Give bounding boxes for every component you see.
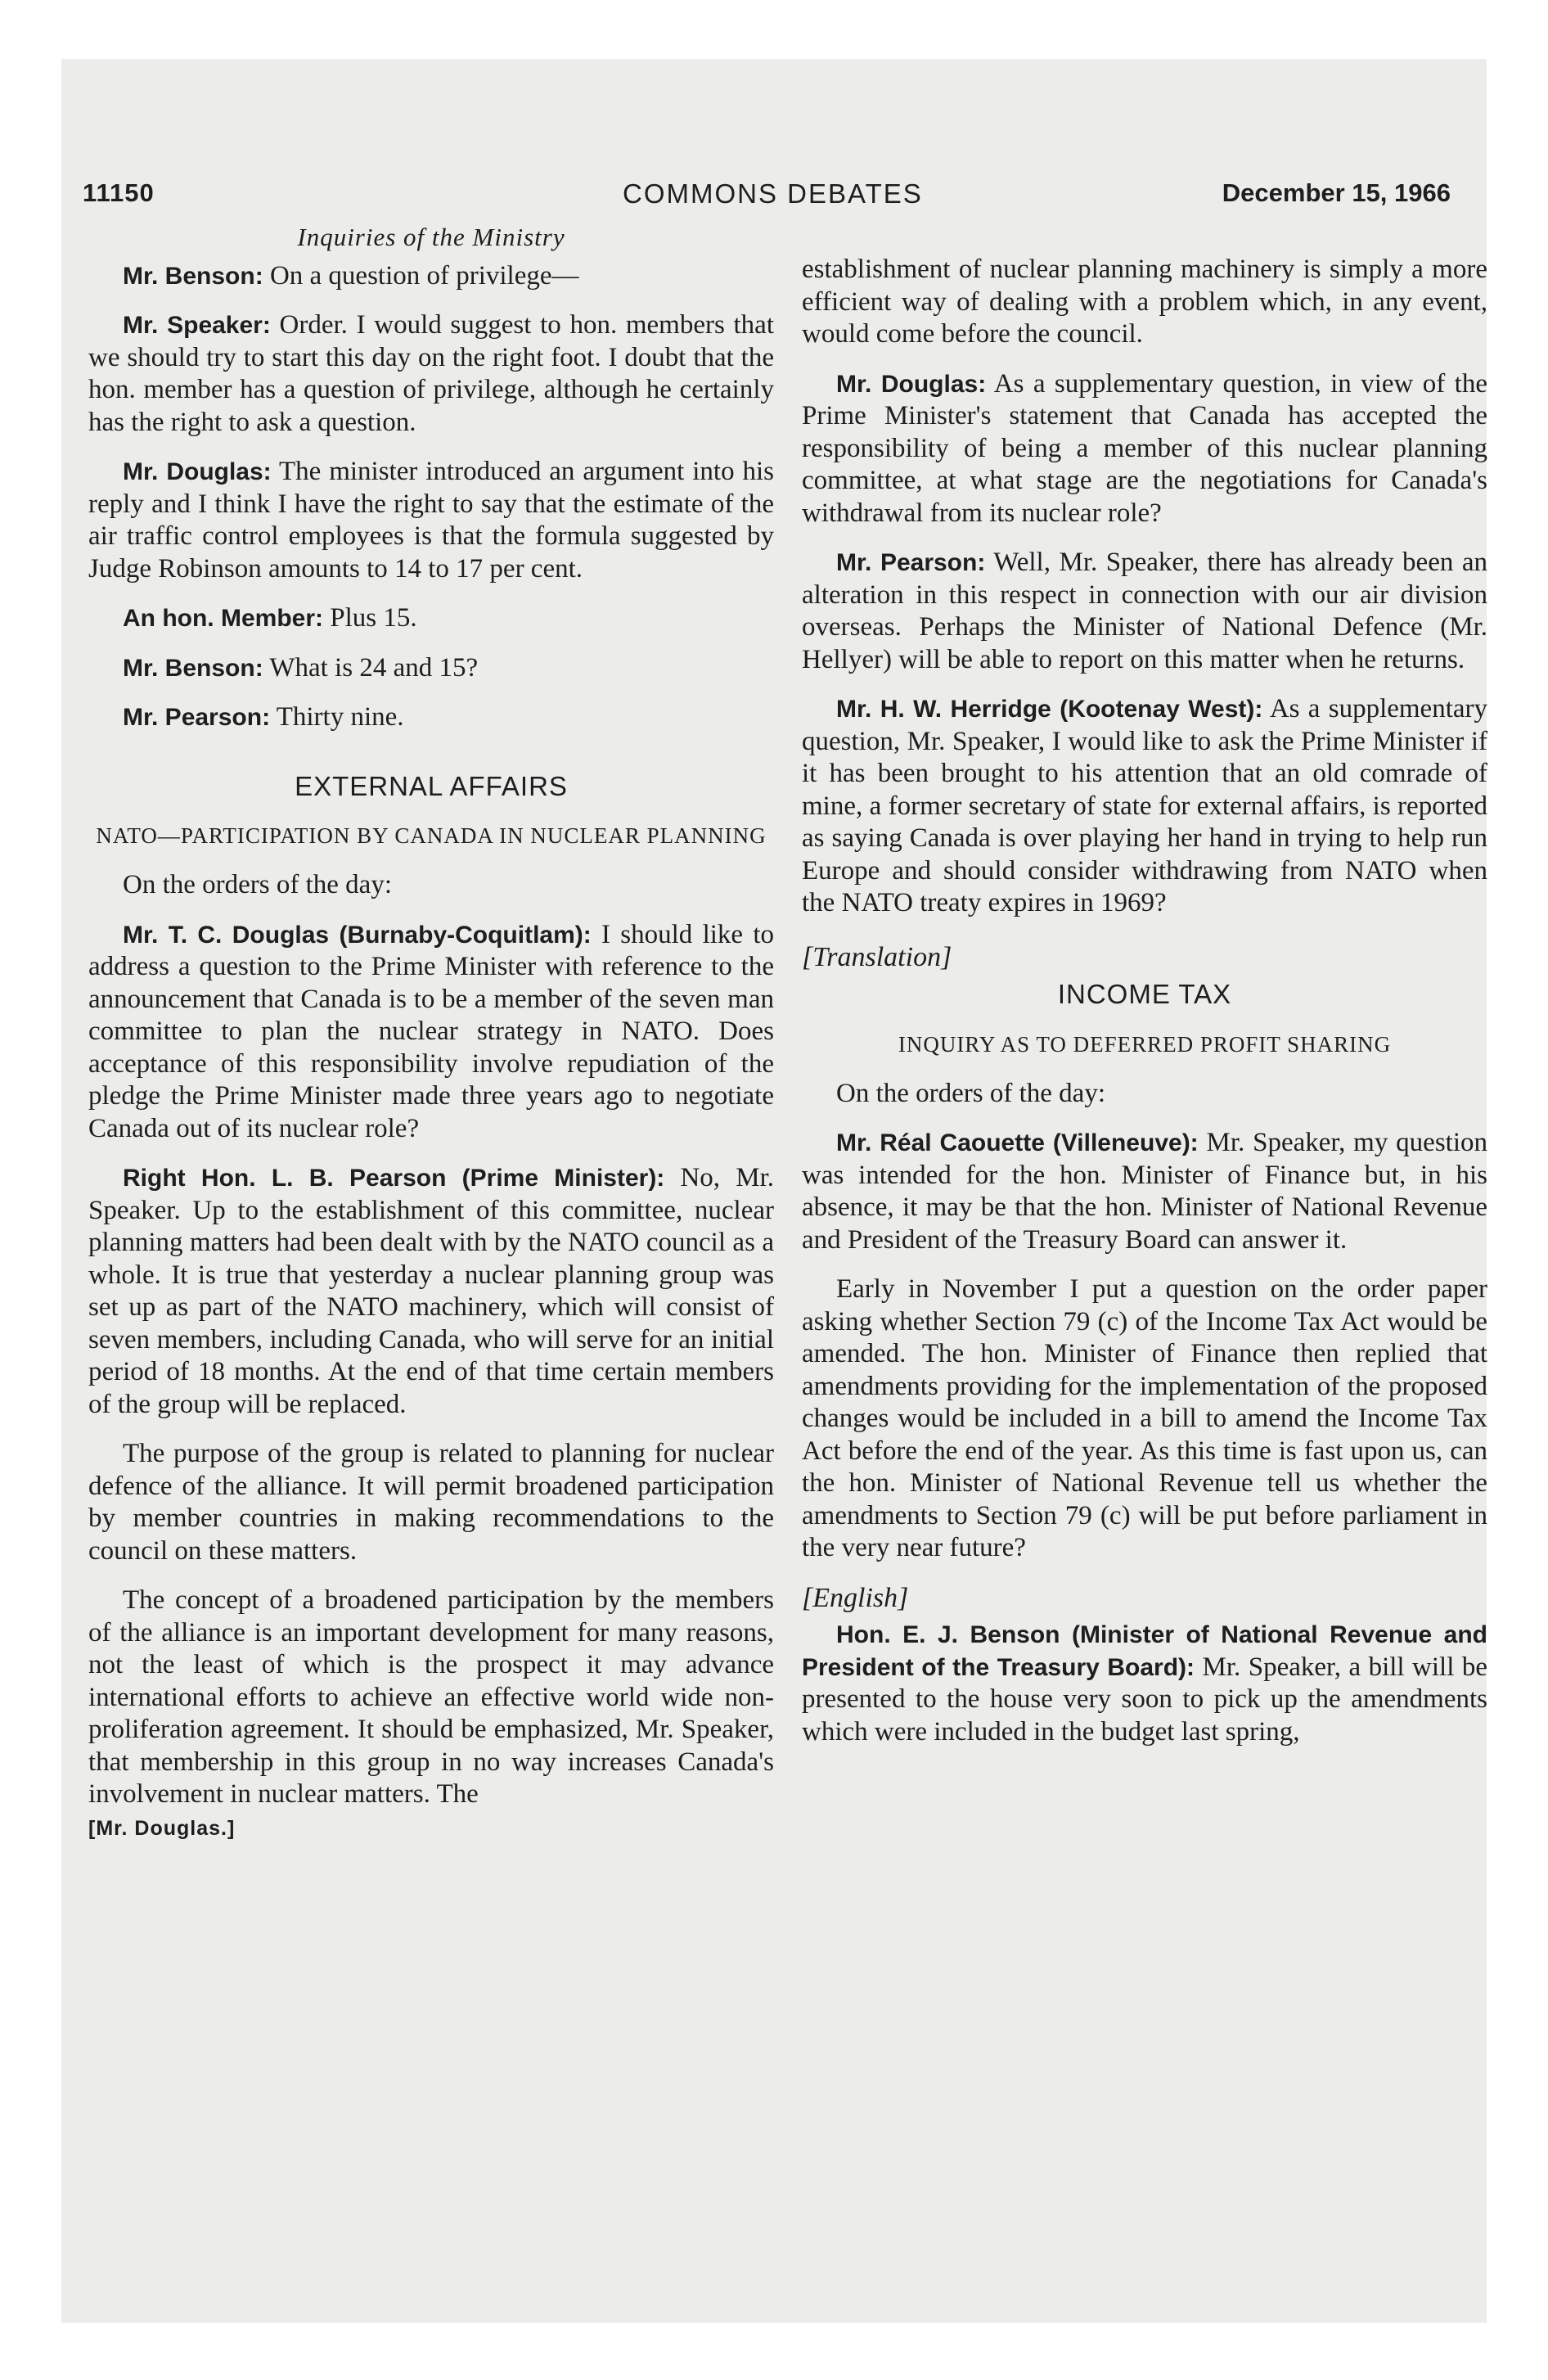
speech-text: Mr. Speaker, my question was intended for the hon. Minister of Finance but, in his absence, it may be that the hon. Minister of National Revenue and President of the Treasury Board can answer it.	[802, 1128, 1487, 1255]
speaker-name: Mr. Benson:	[123, 262, 263, 290]
speech-text: The minister introduced an argument into his reply and I think I have the right to say that the estimate of the air traffic control employees is that the formula suggested by Judge Robinson amounts to 14 to 17 per cent.	[88, 457, 775, 584]
speaker-name: Mr. T. C. Douglas (Burnaby-Coquitlam):	[123, 921, 592, 949]
speaker-name: Right Hon. L. B. Pearson (Prime Minister):	[123, 1165, 665, 1192]
speech-text: Well, Mr. Speaker, there has already been an alteration in this respect in connection with our air division overseas. Perhaps the Minister of National Defence (Mr. Hellyer) will be able to report on this matter when he returns.	[802, 548, 1487, 674]
speech-paragraph	[88, 701, 774, 734]
speech-paragraph: The concept of a broadened participation by the members of the alliance is an important development for many reasons, not the least of which is the prospect it may advance international efforts to achieve an effective world wide non-proliferation agreement. It should be emphasized, Mr. Speaker, that membership in this group in no way increases Canada's involvement in nuclear matters. The	[88, 1585, 774, 1809]
speaker-name: An hon. Member:	[123, 605, 323, 632]
speech-text: Thirty nine.	[270, 702, 404, 732]
subsection-title: NATO—PARTICIPATION BY CANADA IN NUCLEAR PLANNING	[96, 823, 767, 848]
speech-paragraph	[88, 1162, 774, 1421]
speaker-name: Mr. Speaker:	[123, 312, 271, 339]
speech-text: I should like to address a question to the Prime Minister with reference to the announcement that Canada is to be a member of the seven man committee to plan the nuclear strategy in NATO. Does acceptance of this responsibility involve repudiation of the pledge the Prime Minister made three years ago to negotiate Canada out of its nuclear role?	[88, 919, 775, 1143]
speech-text: Mr. Speaker, a bill will be presented to the house very soon to pick up the amendments which were included in the budget last spring,	[802, 1652, 1488, 1747]
orders-of-day: On the orders of the day:	[123, 870, 392, 899]
speech-paragraph	[802, 368, 1487, 530]
subsection-title: INQUIRY AS TO DEFERRED PROFIT SHARING	[898, 1031, 1392, 1057]
page-number: 11150	[83, 178, 155, 207]
left-column	[88, 221, 774, 1845]
speech-paragraph	[88, 260, 774, 293]
journal-title: COMMONS DEBATES	[623, 178, 923, 209]
speaker-name: Mr. H. W. Herridge (Kootenay West):	[836, 696, 1263, 723]
running-head: Inquiries of the Ministry	[297, 223, 565, 251]
header-date: December 15, 1966	[1222, 178, 1451, 207]
speech-paragraph	[802, 693, 1487, 920]
speech-paragraph: establishment of nuclear planning machinery is simply a more efficient way of dealing with a problem which, in any event, would come before the council.	[802, 255, 1487, 349]
orders-of-day: On the orders of the day:	[836, 1078, 1105, 1108]
speaker-name: Mr. Douglas:	[123, 458, 272, 485]
speech-text: As a supplementary question, Mr. Speaker, I would like to ask the Prime Minister if it has been brought to his attention that an old comrade of mine, a former secretary of state for external affairs, is reported as saying Canada is over playing her hand in trying to help run Europe and should consider withdrawing from NATO when the NATO treaty expires in 1969?	[802, 694, 1487, 917]
speech-paragraph	[88, 919, 774, 1146]
speech-paragraph	[802, 1619, 1487, 1748]
speech-paragraph	[802, 547, 1487, 676]
speech-text: As a supplementary question, in view of the Prime Minister's statement that Canada has accepted the responsibility of being a member of this nuclear planning committee, at what stage are the negotiations for Canada's withdrawal from its nuclear role?	[802, 368, 1487, 528]
english-label: [English]	[802, 1582, 909, 1613]
footer-speaker-note: [Mr. Douglas.]	[88, 1816, 236, 1840]
section-title: INCOME TAX	[1057, 979, 1232, 1009]
section-title: EXTERNAL AFFAIRS	[295, 770, 568, 801]
speaker-name: Mr. Pearson:	[123, 704, 271, 731]
page-header	[83, 178, 1451, 219]
speech-paragraph	[88, 456, 774, 585]
speaker-name: Mr. Pearson:	[836, 549, 986, 576]
translation-label: [Translation]	[802, 941, 952, 972]
speech-paragraph: Early in November I put a question on the order paper asking whether Section 79 (c) of the Income Tax Act would be amended. The hon. Minister of Finance then replied that amendments providing for the implementation of the proposed changes would be included in a bill to amend the Income Tax Act before the end of the year. As this time is fast upon us, can the hon. Minister of National Revenue tell us whether the amendments to Section 79 (c) will be put before parliament in the very near future?	[802, 1274, 1487, 1562]
speaker-name: Mr. Douglas:	[836, 370, 987, 398]
speaker-name: Hon. E. J. Benson (Minister of National Revenue and President of the Treasury Board):	[802, 1621, 1487, 1681]
speech-paragraph	[802, 1127, 1487, 1256]
speech-text: No, Mr. Speaker. Up to the establishment of this committee, nuclear planning matters had been dealt with by the NATO council as a whole. It is true that yesterday a nuclear planning group was set up as part of the NATO machinery, which will consist of seven members, including Canada, who will serve for an initial period of 18 months. At the end of that time certain members of the group will be replaced.	[88, 1163, 774, 1419]
speech-text: On a question of privilege—	[263, 260, 579, 291]
speech-paragraph	[88, 602, 774, 635]
speech-text: Order. I would suggest to hon. members that we should try to start this day on the right foot. I doubt that the hon. member has a question of privilege, although he certainly has the right to ask a question.	[88, 310, 774, 437]
speech-paragraph	[88, 309, 774, 439]
speaker-name: Mr. Réal Caouette (Villeneuve):	[836, 1129, 1199, 1156]
speech-text: Plus 15.	[323, 603, 417, 633]
right-column	[802, 254, 1487, 1765]
speech-paragraph: The purpose of the group is related to planning for nuclear defence of the alliance. It will permit broadened participation by member countries in making recommendations to the council on these matters.	[88, 1439, 774, 1566]
speech-text: What is 24 and 15?	[263, 652, 479, 683]
speech-paragraph	[88, 652, 774, 685]
speaker-name: Mr. Benson:	[123, 654, 263, 682]
